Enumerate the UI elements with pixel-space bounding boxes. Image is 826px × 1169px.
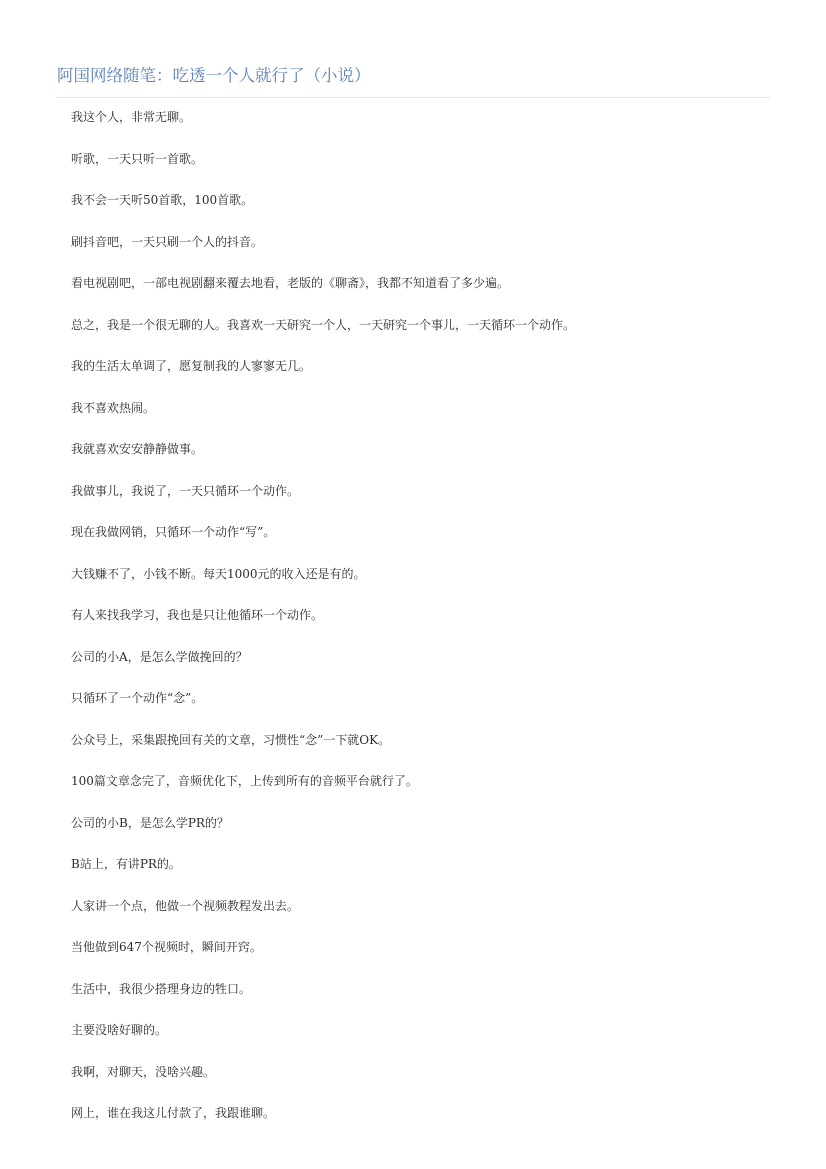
paragraph: 听歌，一天只听一首歌。 xyxy=(71,151,204,166)
paragraph: 人家讲一个点，他做一个视频教程发出去。 xyxy=(71,898,300,913)
paragraph: 刷抖音吧，一天只刷一个人的抖音。 xyxy=(71,234,264,249)
article-body xyxy=(71,108,771,1146)
paragraph: 当他做到647个视频时，瞬间开窍。 xyxy=(71,940,262,954)
paragraph: 我就喜欢安安静静做事。 xyxy=(71,442,204,456)
paragraph: 主要没啥好聊的。 xyxy=(71,1023,168,1037)
paragraph: 我啊，对聊天，没啥兴趣。 xyxy=(71,1064,216,1079)
paragraph: 公众号上，采集跟挽回有关的文章，习惯性“念”一下就OK。 xyxy=(71,732,391,747)
paragraph: B站上，有讲PR的。 xyxy=(71,857,181,871)
paragraph: 公司的小A，是怎么学做挽回的？ xyxy=(71,649,248,664)
paragraph: 生活中，我很少搭理身边的牲口。 xyxy=(71,981,252,996)
paragraph: 我做事儿，我说了，一天只循环一个动作。 xyxy=(71,483,300,498)
page-title: 阿国网络随笔：吃透一个人就行了（小说） xyxy=(57,66,371,85)
paragraph: 大钱赚不了，小钱不断。每天1000元的收入还是有的。 xyxy=(71,566,366,581)
paragraph: 我的生活太单调了，愿复制我的人寥寥无几。 xyxy=(71,359,312,373)
paragraph: 我不会一天听50首歌，100首歌。 xyxy=(71,193,254,207)
paragraph: 100篇文章念完了，音频优化下，上传到所有的音频平台就行了。 xyxy=(71,774,418,788)
paragraph: 总之，我是一个很无聊的人。我喜欢一天研究一个人，一天研究一个事儿，一天循环一个动作。 xyxy=(71,317,576,332)
paragraph: 现在我做网销，只循环一个动作“写”。 xyxy=(71,525,276,539)
paragraph: 网上，谁在我这儿付款了，我跟谁聊。 xyxy=(71,1106,276,1120)
paragraph: 看电视剧吧，一部电视剧翻来覆去地看，老版的《聊斋》，我都不知道看了多少遍。 xyxy=(71,276,510,290)
paragraph: 只循环了一个动作“念”。 xyxy=(71,691,204,705)
title-divider xyxy=(57,97,770,98)
paragraph: 我这个人，非常无聊。 xyxy=(71,110,192,124)
paragraph: 我不喜欢热闹。 xyxy=(71,400,156,415)
paragraph: 公司的小B，是怎么学PR的？ xyxy=(71,815,229,830)
paragraph: 有人来找我学习，我也是只让他循环一个动作。 xyxy=(71,608,324,622)
